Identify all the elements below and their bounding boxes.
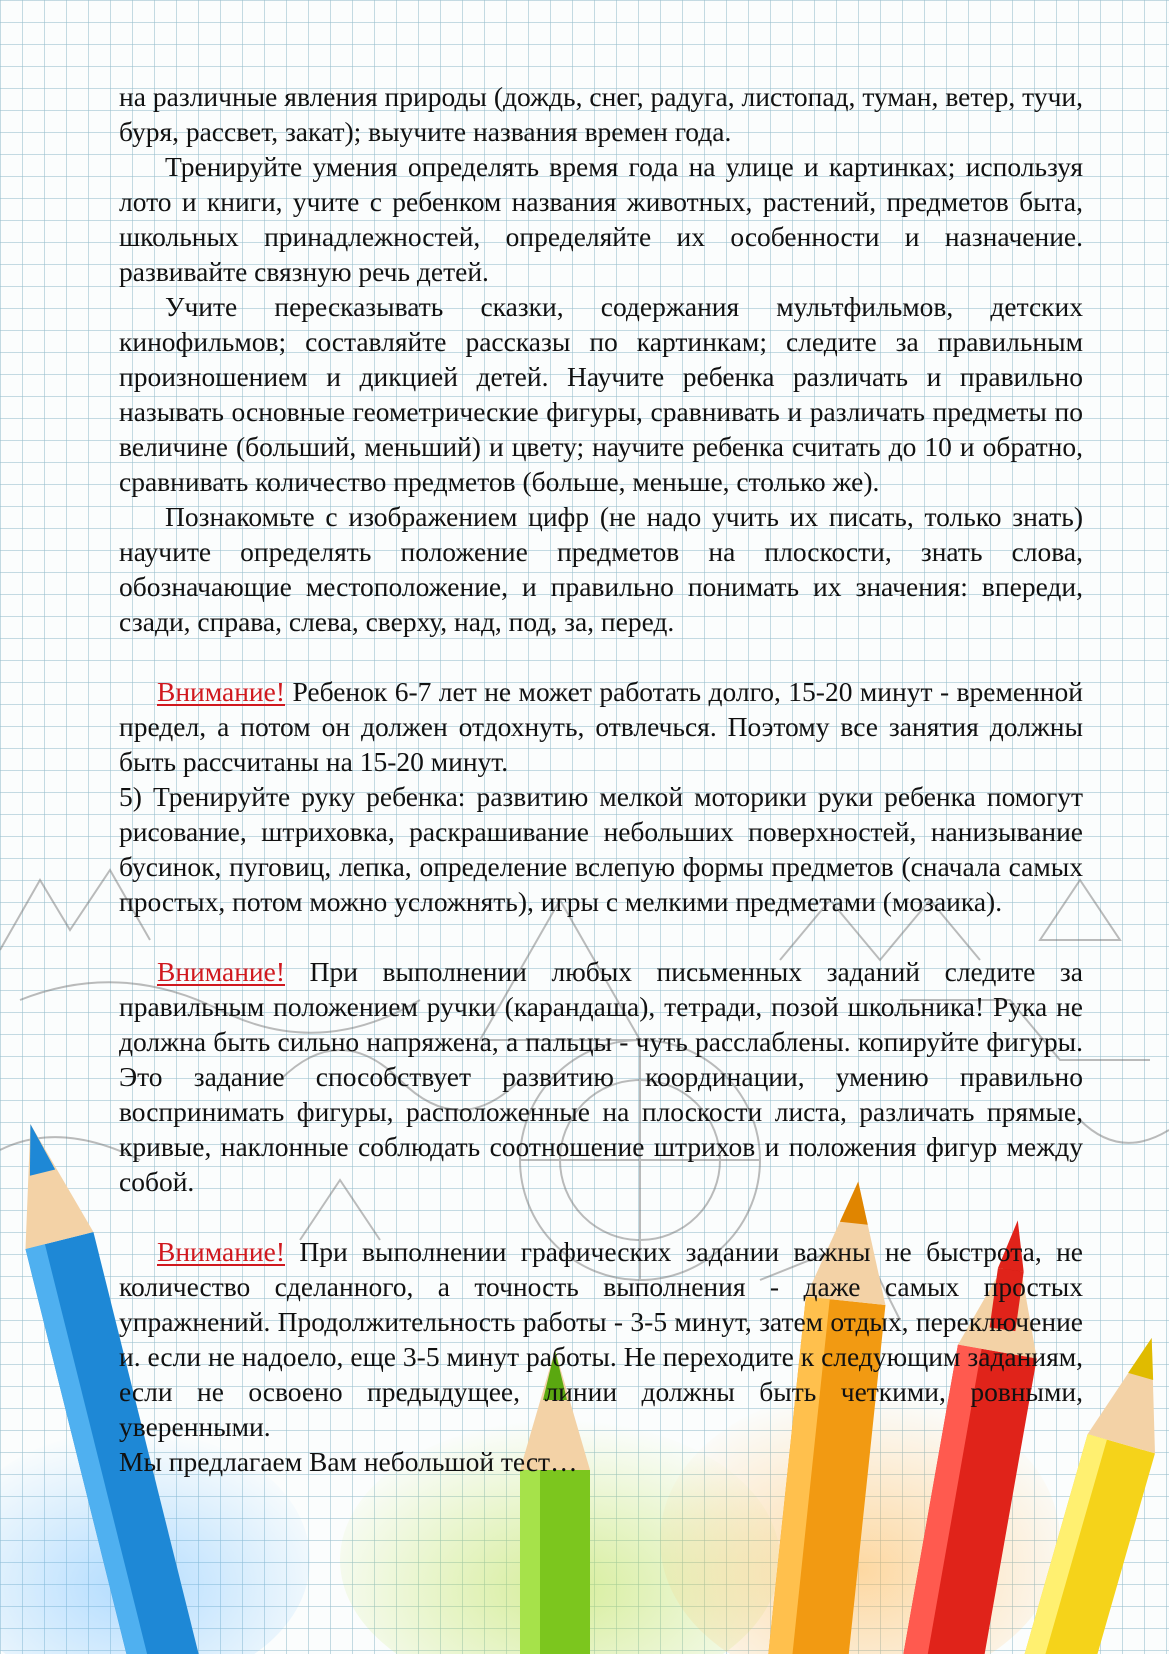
paragraph-motor-skills: 5) Тренируйте руку ребенка: развитию мелкой моторики руки ребенка помогут рисование, штриховка, раскрашивание небольших поверхностей, нанизывание бусинок, пуговиц, лепка, определение вслепую формы предметов (сначала самых простых, потом можно усложнять), игры с мелкими предметами (мозаика).	[119, 781, 1083, 917]
paragraph-test-offer: Мы предлагаем Вам небольшой тест…	[119, 1446, 578, 1477]
paragraph-digits: Познакомьте с изображением цифр (не надо учить их писать, только знать) научите определять положение предметов на плоскости, знать слова, обозначающие местоположение, и правильно понимать их значения: впереди, сзади, справа, слева, сверху, над, под, за, перед.	[119, 501, 1083, 637]
attention-label: Внимание!	[157, 676, 285, 707]
attention-label: Внимание!	[157, 956, 285, 987]
paragraph-seasons: Тренируйте умения определять время года на улице и картинках; используя лото и книги, учите с ребенком названия животных, растений, предметов быта, школьных принадлежностей, определяйте их особенности и назначение. развивайте связную речь детей.	[119, 151, 1083, 287]
spacer	[119, 639, 1083, 674]
attention-text: При выполнении графических задании важны не быстрота, не количество сделанного, а точность выполнения - даже самых простых упражнений. Продолжительность работы - 3-5 минут, затем отдых, переключение и. если не надоело, еще 3-5 минут работы. Не переходите к следующим заданиям, если не освоено предыдущее, линии должны быть четкими, ровными, уверенными.	[119, 1236, 1083, 1442]
attention-text: При выполнении любых письменных заданий следите за правильным положением ручки (карандаша), тетради, позой школьника! Рука не должна быть сильно напряжена, а пальцы - чуть расслаблены. копируйте фигуры. Это задание способствует развитию координации, умению правильно воспринимать фигуры, расположенные на плоскости листа, различать прямые, кривые, наклонные соблюдать соотношение штрихов и положения фигур между собой.	[119, 956, 1083, 1197]
attention-text: Ребенок 6-7 лет не может работать долго, 15-20 минут - временной предел, а потом он должен отдохнуть, отвлечься. Поэтому все занятия должны быть рассчитаны на 15-20 минут.	[119, 676, 1083, 777]
paragraph-attention-graphics	[119, 1234, 1083, 1444]
paragraph-attention-writing	[119, 954, 1083, 1199]
spacer	[119, 1199, 1083, 1234]
spacer	[119, 919, 1083, 954]
article-body	[119, 79, 1083, 1479]
attention-label: Внимание!	[157, 1236, 285, 1267]
paragraph-nature: на различные явления природы (дождь, снег, радуга, листопад, туман, ветер, тучи, буря, рассвет, закат); выучите названия времен года.	[119, 81, 1083, 147]
paragraph-attention-time	[119, 674, 1083, 779]
paragraph-retelling: Учите пересказывать сказки, содержания мультфильмов, детских кинофильмов; составляйте рассказы по картинкам; следите за правильным произношением и дикцией детей. Научите ребенка различать и правильно называть основные геометрические фигуры, сравнивать и различать предметы по величине (больший, меньший) и цвету; научите ребенка считать до 10 и обратно, сравнивать количество предметов (больше, меньше, столько же).	[119, 291, 1083, 497]
